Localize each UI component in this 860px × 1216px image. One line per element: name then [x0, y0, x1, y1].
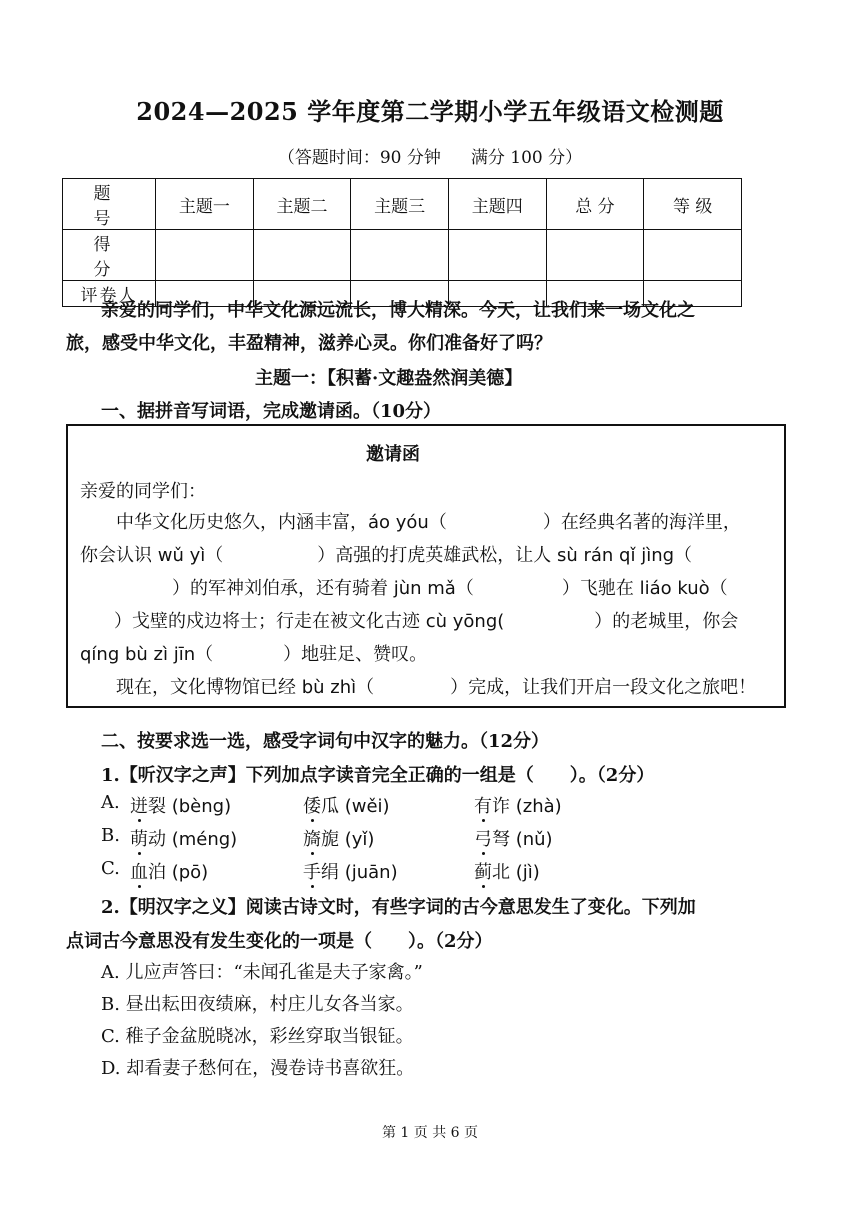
score-cell[interactable]	[644, 230, 742, 281]
score-cell[interactable]	[156, 230, 254, 281]
letter-text: ）地驻足、赞叹。	[283, 644, 428, 665]
time-note: （答题时间：90 分钟	[277, 148, 441, 168]
score-cell[interactable]	[351, 230, 449, 281]
word-char: 裂	[148, 796, 166, 817]
score-cell[interactable]	[448, 230, 546, 281]
q1-word	[474, 858, 540, 884]
score-row	[63, 230, 742, 281]
letter-line-5	[80, 640, 427, 666]
col-header-theme2: 主题二	[253, 179, 351, 230]
score-cell[interactable]	[546, 230, 644, 281]
pinyin-aoyou: áo yóu（	[368, 512, 447, 533]
score-table-header-row	[63, 179, 742, 230]
letter-line-3	[80, 574, 728, 600]
exam-title: 2024—2025 学年度第二学期小学五年级语文检测题	[136, 97, 724, 126]
word-char: 弩	[492, 829, 510, 850]
pinyin-buzhi: bù zhì（	[301, 677, 375, 698]
pinyin-surانqijing: sù rán qǐ jìng（	[556, 545, 693, 566]
letter-text: ）高强的打虎英雄武松，让人	[317, 545, 552, 566]
col-header-theme3: 主题三	[351, 179, 449, 230]
letter-text: ）的老城里，你会	[594, 611, 739, 632]
word-char: 诈	[492, 796, 510, 817]
letter-line-2	[80, 541, 692, 567]
word-pinyin: (nǔ)	[510, 829, 553, 850]
col-header-theme4: 主题四	[448, 179, 546, 230]
q1-option-b-letter[interactable]: B.	[101, 825, 120, 846]
q2-option-a[interactable]: A. 儿应声答曰：“未闻孔雀是夫子家禽。”	[101, 962, 423, 983]
q2-stem-line-1	[101, 893, 696, 919]
dotted-char: 弓	[474, 829, 492, 850]
q1-word	[303, 825, 374, 851]
col-header-total: 总 分	[546, 179, 644, 230]
letter-text: 现在，文化博物馆已经	[116, 677, 296, 698]
score-cell[interactable]	[253, 230, 351, 281]
q1-word	[130, 792, 231, 818]
letter-line-1	[116, 508, 741, 534]
q1-label: 1.【听汉字之声】	[101, 765, 246, 786]
letter-text: ）完成，让我们开启一段文化之旅吧！	[450, 677, 757, 698]
letter-title: 邀请函	[366, 444, 420, 465]
q2-stem-line-2: 点词古今意思没有发生变化的一项是（ ）。（2分）	[66, 931, 493, 952]
word-pinyin: (pō)	[166, 862, 209, 883]
score-table	[62, 178, 742, 307]
q1-text: 下列加点字读音完全正确的一组是（ ）。（2分）	[245, 765, 655, 786]
letter-line-4	[80, 607, 738, 633]
dotted-char: 萌	[130, 829, 148, 850]
row-header-grader: 评卷人	[63, 281, 156, 307]
dotted-char: 血	[130, 862, 148, 883]
page-footer: 第 1 页 共 6 页	[381, 1125, 479, 1141]
q2-label: 2.【明汉字之义】	[101, 897, 246, 918]
letter-text: ）的军神刘伯承，还有骑着	[172, 578, 388, 599]
dotted-char: 倭	[303, 796, 321, 817]
word-pinyin: (méng)	[166, 829, 238, 850]
q1-option-c-letter[interactable]: C.	[101, 858, 120, 879]
q2-option-d[interactable]: D. 却看妻子愁何在，漫卷诗书喜欲狂。	[101, 1058, 415, 1079]
q1-word	[474, 792, 562, 818]
word-char: 泊	[148, 862, 166, 883]
q1-word	[130, 825, 237, 851]
q1-option-a-letter[interactable]: A.	[101, 792, 120, 813]
pinyin-junma: jùn mǎ（	[393, 578, 474, 599]
word-char: 动	[148, 829, 166, 850]
word-char: 北	[492, 862, 510, 883]
exam-subtitle	[0, 143, 860, 168]
col-header-grade: 等 级	[644, 179, 742, 230]
dotted-char: 有	[474, 796, 492, 817]
dotted-char: 手	[303, 862, 321, 883]
intro-line-2: 旅，感受中华文化，丰盈精神，滋养心灵。你们准备好了吗？	[66, 333, 552, 354]
letter-greeting: 亲爱的同学们：	[80, 481, 206, 502]
letter-text: ）飞驰在	[561, 578, 634, 599]
row-header-score: 得 分	[63, 230, 156, 281]
word-char: 旎	[321, 829, 339, 850]
letter-text: ）戈壁的戍边将士；行走在被文化古迹	[114, 611, 420, 632]
dotted-char: 旖	[303, 829, 321, 850]
letter-text: 中华文化历史悠久，内涵丰富，	[116, 512, 368, 533]
score-note: 满分 100 分）	[470, 148, 583, 168]
word-pinyin: (bèng)	[166, 796, 232, 817]
pinyin-cuyong: cù yōng(	[425, 611, 505, 632]
q2-option-b[interactable]: B. 昼出耘田夜绩麻，村庄儿女各当家。	[101, 994, 414, 1015]
dotted-char: 迸	[130, 796, 148, 817]
q1-word	[474, 825, 553, 851]
q1-word	[130, 858, 208, 884]
q1-word	[303, 858, 398, 884]
section1-heading: 一、据拼音写词语，完成邀请函。（10分）	[101, 401, 442, 422]
pinyin-qingbuzijin: qíng bù zì jīn（	[80, 644, 214, 665]
col-header-qno: 题 号	[63, 179, 156, 230]
q1-stem	[101, 761, 654, 787]
q1-word	[303, 792, 390, 818]
pinyin-liaokuo: liáo kuò（	[639, 578, 728, 599]
intro-line-1: 亲爱的同学们，中华文化源远流长，博大精深。今天，让我们来一场文化之	[101, 300, 695, 321]
word-char: 绢	[321, 862, 339, 883]
word-pinyin: (zhà)	[510, 796, 562, 817]
theme1-title: 主题一：【积蓄·文趣盎然润美德】	[255, 368, 523, 389]
letter-text: ）在经典名著的海洋里，	[542, 512, 741, 533]
dotted-char: 蓟	[474, 862, 492, 883]
q2-text: 阅读古诗文时，有些字词的古今意思发生了变化。下列加	[245, 897, 696, 918]
letter-line-6	[116, 673, 756, 699]
word-pinyin: (wěi)	[339, 796, 390, 817]
col-header-theme1: 主题一	[156, 179, 254, 230]
word-char: 瓜	[321, 796, 339, 817]
word-pinyin: (yǐ)	[339, 829, 375, 850]
word-pinyin: (jì)	[510, 862, 540, 883]
section2-heading: 二、按要求选一选，感受字词句中汉字的魅力。（12分）	[101, 731, 550, 752]
word-pinyin: (juān)	[339, 862, 398, 883]
q2-option-c[interactable]: C. 稚子金盆脱晓冰，彩丝穿取当银钲。	[101, 1026, 414, 1047]
pinyin-wuyi: wǔ yì（	[157, 545, 224, 566]
letter-text: 你会认识	[80, 545, 152, 566]
